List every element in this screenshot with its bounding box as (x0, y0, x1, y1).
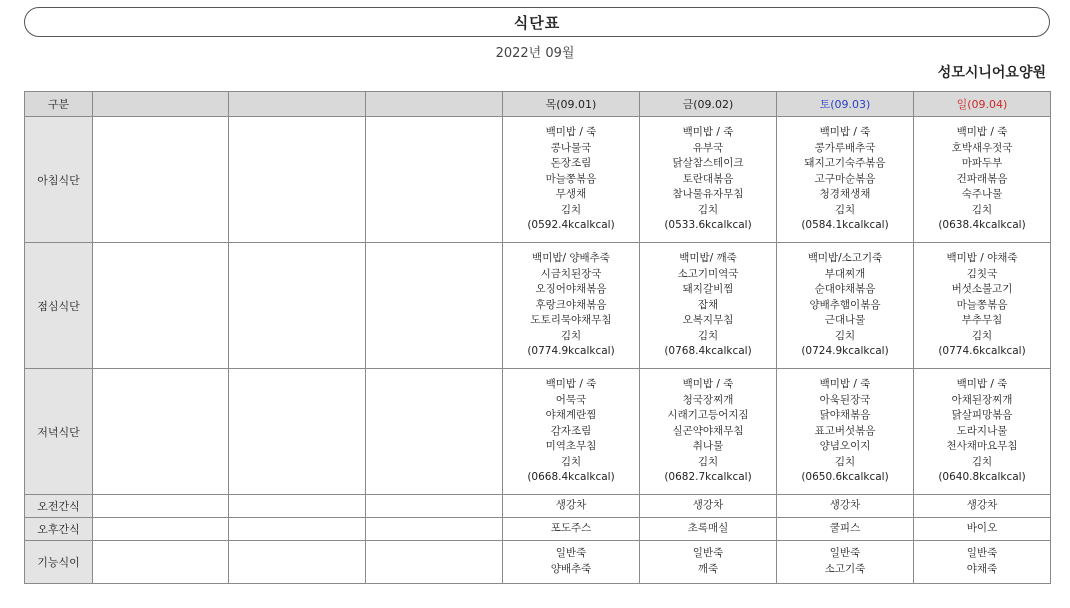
header-row (25, 92, 1051, 117)
facility-name: 성모시니어요양원 (937, 65, 1046, 81)
menu-item: 숙주나물 (961, 188, 1003, 201)
menu-item: 초록매실 (687, 522, 729, 535)
empty-cell (229, 541, 366, 584)
empty-cell (366, 541, 503, 584)
menu-item: 백미밥 / 죽 (545, 377, 597, 390)
menu-item: 시금치된장국 (540, 267, 602, 280)
am-snack-fri (640, 495, 777, 518)
pm-snack-fri (640, 518, 777, 541)
menu-item: 콩가루배추국 (814, 141, 876, 154)
empty-cell (366, 243, 503, 369)
menu-item: 백미밥 / 죽 (956, 125, 1008, 138)
menu-item: 마늘쫑볶음 (956, 298, 1008, 311)
menu-item: 소고기죽 (824, 563, 866, 575)
empty-cell (229, 243, 366, 369)
menu-item: 표고버섯볶음 (814, 424, 876, 437)
breakfast-thu (503, 117, 640, 243)
header-empty-2 (229, 92, 366, 117)
menu-item: 백미밥/ 양배추죽 (532, 251, 610, 264)
menu-item: 청국장찌개 (682, 393, 734, 406)
pm-snack-sun (914, 518, 1051, 541)
menu-item: 실곤약야채무침 (672, 424, 744, 437)
am-snack-sun (914, 495, 1051, 518)
menu-item: 천사채마요무침 (946, 440, 1018, 453)
am-snack-sat (777, 495, 914, 518)
menu-item: 일반죽 (829, 547, 861, 560)
row-label-breakfast: 아침식단 (25, 117, 93, 243)
menu-item: 마늘쫑볶음 (545, 172, 597, 185)
menu-item: 포도주스 (550, 522, 592, 535)
menu-item: 백미밥 / 죽 (956, 377, 1008, 390)
menu-item: 콩나물국 (550, 141, 592, 154)
pm-snack-sat (777, 518, 914, 541)
menu-item: 백미밥 / 죽 (819, 125, 871, 138)
header-category: 구분 (25, 92, 93, 117)
special-diet-thu (503, 541, 640, 584)
menu-item: (0650.6kcalkcal) (801, 471, 889, 484)
empty-cell (93, 369, 229, 495)
menu-item: 부추무침 (961, 314, 1003, 327)
empty-cell (93, 541, 229, 584)
menu-item: 어묵국 (555, 393, 587, 406)
empty-cell (93, 243, 229, 369)
menu-item: 백미밥/소고기죽 (807, 251, 883, 264)
menu-item: 백미밥 / 죽 (682, 125, 734, 138)
header-day-thu: 목(09.01) (503, 92, 640, 117)
menu-item: 일반죽 (692, 547, 724, 560)
dinner-fri (640, 369, 777, 495)
menu-item: (0668.4kcalkcal) (527, 471, 615, 484)
am-snack-thu (503, 495, 640, 518)
menu-item: 도토리묵야채무침 (530, 314, 612, 327)
menu-item: 생강차 (692, 499, 724, 512)
menu-item: (0592.4kcalkcal) (527, 219, 615, 232)
special-diet-row (25, 541, 1051, 584)
breakfast-row (25, 117, 1051, 243)
breakfast-sat (777, 117, 914, 243)
lunch-fri (640, 243, 777, 369)
menu-item: 마파두부 (961, 157, 1003, 170)
menu-item: 백미밥 / 야채죽 (946, 251, 1018, 264)
lunch-sun (914, 243, 1051, 369)
empty-cell (366, 117, 503, 243)
special-diet-sun (914, 541, 1051, 584)
menu-item: 양배추죽 (550, 563, 592, 575)
menu-item: 생강차 (555, 499, 587, 512)
menu-item: 김치 (971, 455, 993, 468)
menu-item: 김치 (834, 203, 856, 216)
menu-item: 도라지나물 (956, 424, 1008, 437)
menu-item: 쿨피스 (829, 522, 861, 535)
menu-item: 김치 (560, 455, 582, 468)
header-empty-3 (366, 92, 503, 117)
lunch-sat (777, 243, 914, 369)
pm-snack-thu (503, 518, 640, 541)
menu-item: 버섯소불고기 (951, 283, 1013, 296)
menu-item: 양배추햄이볶음 (809, 298, 881, 311)
menu-item: 아채된장찌개 (951, 393, 1013, 406)
menu-item: 김치 (971, 329, 993, 342)
breakfast-sun (914, 117, 1051, 243)
menu-title-box (24, 7, 1050, 37)
menu-item: 백미밥 / 죽 (545, 125, 597, 138)
row-label-lunch: 점심식단 (25, 243, 93, 369)
header-day-sat: 토(09.03) (777, 92, 914, 117)
row-label-special-diet: 기능식이 (25, 541, 93, 584)
menu-item: 유부국 (692, 141, 724, 154)
menu-item: 닭살피망볶음 (951, 409, 1013, 422)
menu-item: 생강차 (966, 499, 998, 512)
menu-item: 김치 (697, 455, 719, 468)
menu-item: (0724.9kcalkcal) (801, 345, 889, 358)
menu-item: 시래기고등어지짐 (667, 409, 749, 422)
menu-item: 양념오이지 (819, 440, 871, 453)
menu-item: 김칫국 (966, 267, 998, 280)
menu-item: 백미밥 / 죽 (819, 377, 871, 390)
menu-item: 야채죽 (966, 563, 998, 575)
menu-item: 닭살참스테이크 (672, 157, 744, 170)
menu-item: 순대야채볶음 (814, 283, 876, 296)
menu-item: 토란대볶음 (682, 172, 734, 185)
dinner-sun (914, 369, 1051, 495)
menu-item: 닭야채볶음 (819, 409, 871, 422)
menu-item: 무생채 (555, 188, 587, 201)
menu-item: 오복지무침 (682, 314, 734, 327)
dinner-sat (777, 369, 914, 495)
am-snack-row (25, 495, 1051, 518)
empty-cell (93, 518, 229, 541)
header-day-sun: 일(09.04) (914, 92, 1051, 117)
menu-item: (0682.7kcalkcal) (664, 471, 752, 484)
menu-table (24, 91, 1051, 584)
menu-item: 고구마순볶음 (814, 172, 876, 185)
menu-item: (0640.8kcalkcal) (938, 471, 1026, 484)
menu-item: (0774.6kcalkcal) (938, 345, 1026, 358)
empty-cell (229, 495, 366, 518)
empty-cell (229, 369, 366, 495)
menu-item: 김치 (971, 203, 993, 216)
page-title: 식단표 (513, 13, 561, 32)
lunch-thu (503, 243, 640, 369)
lunch-row (25, 243, 1051, 369)
menu-item: 일반죽 (555, 547, 587, 560)
menu-item: 잡채 (697, 298, 719, 311)
empty-cell (229, 518, 366, 541)
empty-cell (366, 518, 503, 541)
dinner-thu (503, 369, 640, 495)
menu-item: (0638.4kcalkcal) (938, 219, 1026, 232)
header-day-fri: 금(09.02) (640, 92, 777, 117)
menu-item: 후랑크야채볶음 (535, 298, 607, 311)
menu-date: 2022년 09월 (495, 46, 575, 61)
menu-item: 김치 (834, 329, 856, 342)
menu-item: 바이오 (966, 522, 998, 535)
menu-item: (0774.9kcalkcal) (527, 345, 615, 358)
special-diet-fri (640, 541, 777, 584)
empty-cell (366, 369, 503, 495)
pm-snack-row (25, 518, 1051, 541)
menu-item: 건파래볶음 (956, 172, 1008, 185)
menu-item: 소고기미역국 (677, 267, 739, 280)
menu-item: 백미밥/ 깨죽 (679, 251, 737, 264)
menu-item: 미역초무침 (545, 440, 597, 453)
row-label-pm-snack: 오후간식 (25, 518, 93, 541)
empty-cell (93, 495, 229, 518)
row-label-am-snack: 오전간식 (25, 495, 93, 518)
menu-item: 김치 (697, 203, 719, 216)
menu-item: 생강차 (829, 499, 861, 512)
menu-item: 깨죽 (697, 563, 719, 575)
menu-item: 부대찌개 (824, 267, 866, 280)
menu-item: 아욱된장국 (819, 393, 871, 406)
menu-item: (0584.1kcalkcal) (801, 219, 889, 232)
menu-item: 청경채생채 (819, 188, 871, 201)
menu-item: 근대나물 (824, 314, 866, 327)
row-label-dinner: 저녁식단 (25, 369, 93, 495)
menu-item: 취나물 (692, 440, 724, 453)
menu-item: 야채계란찜 (545, 409, 597, 422)
dinner-row (25, 369, 1051, 495)
menu-item: (0533.6kcalkcal) (664, 219, 752, 232)
empty-cell (229, 117, 366, 243)
menu-item: (0768.4kcalkcal) (664, 345, 752, 358)
menu-item: 참나물유자무침 (672, 188, 744, 201)
menu-item: 일반죽 (966, 547, 998, 560)
menu-item: 백미밥 / 죽 (682, 377, 734, 390)
menu-item: 김치 (697, 329, 719, 342)
menu-item: 돼지갈비찜 (682, 283, 734, 296)
empty-cell (93, 117, 229, 243)
menu-item: 김치 (834, 455, 856, 468)
special-diet-sat (777, 541, 914, 584)
menu-item: 오징어야채볶음 (535, 283, 607, 296)
menu-item: 돈장조림 (550, 157, 592, 170)
breakfast-fri (640, 117, 777, 243)
menu-item: 감자조림 (550, 424, 592, 437)
header-empty-1 (93, 92, 229, 117)
menu-item: 돼지고기숙주볶음 (804, 157, 886, 170)
menu-item: 김치 (560, 203, 582, 216)
menu-item: 김치 (560, 329, 582, 342)
menu-item: 호박새우젓국 (951, 141, 1013, 154)
empty-cell (366, 495, 503, 518)
